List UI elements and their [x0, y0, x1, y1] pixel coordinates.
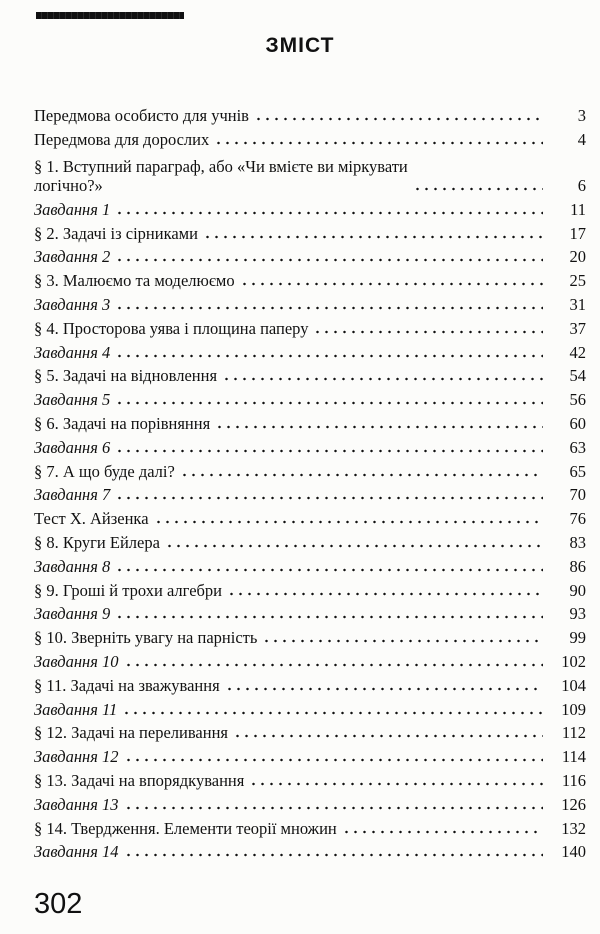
- dot-leader: [122, 705, 543, 715]
- toc-entry-title: Завдання 5: [34, 390, 111, 410]
- toc-entry-title: § 8. Круги Ейлера: [34, 533, 160, 553]
- toc-entry-page: 37: [569, 318, 586, 338]
- dot-leader: [115, 300, 543, 310]
- dot-leader: [124, 657, 543, 667]
- toc-entry: [34, 362, 586, 386]
- toc-entry: [34, 385, 586, 409]
- toc-entry-title: § 11. Задачі на зважування: [34, 675, 220, 695]
- toc-entry-title: Передмова особисто для учнів: [34, 105, 249, 125]
- dot-leader: [254, 111, 543, 121]
- toc-entry-page: 31: [569, 295, 586, 315]
- toc-entry: [34, 219, 586, 243]
- toc-entry-title: Завдання 12: [34, 747, 119, 767]
- toc-entry: [34, 528, 586, 552]
- dot-leader: [165, 538, 543, 548]
- toc-entry-page: 56: [569, 390, 586, 410]
- toc-entry: [34, 101, 586, 125]
- toc-entry-title: § 2. Задачі із сірниками: [34, 223, 198, 243]
- toc-entry: [34, 314, 586, 338]
- toc-entry-page: 60: [569, 414, 586, 434]
- toc-entry-page: 102: [561, 652, 586, 672]
- dot-leader: [227, 586, 543, 596]
- toc-entry-page: 99: [569, 628, 586, 648]
- dot-leader: [342, 824, 543, 834]
- toc-entry-title: § 5. Задачі на відновлення: [34, 366, 218, 386]
- toc-entry-title: § 13. Задачі на впорядкування: [34, 771, 245, 791]
- toc-entry-page: 104: [561, 675, 586, 695]
- toc-entry: [34, 790, 586, 814]
- toc-entry-page: 17: [569, 223, 586, 243]
- dot-leader: [203, 229, 543, 239]
- toc-entry-title: Завдання 8: [34, 556, 111, 576]
- toc-entry-title: § 14. Твердження. Елементи теорії множин: [34, 818, 337, 838]
- toc-entry-page: 70: [569, 485, 586, 505]
- toc-entry-title: [34, 157, 413, 195]
- toc-entry-title: Завдання 14: [34, 842, 119, 862]
- toc-entry: [34, 481, 586, 505]
- toc-entry-page: 65: [569, 461, 586, 481]
- toc-entry: [34, 600, 586, 624]
- header-rule: [36, 12, 184, 19]
- toc-entry-page: 112: [561, 723, 586, 743]
- toc-entry-title: § 12. Задачі на переливання: [34, 723, 228, 743]
- toc-entry-title-line: логічно?»: [34, 176, 103, 196]
- dot-leader: [233, 728, 543, 738]
- dot-leader: [115, 395, 543, 405]
- toc-entry: [34, 671, 586, 695]
- toc-entry-page: 76: [569, 509, 586, 529]
- dot-leader: [214, 135, 543, 145]
- toc-entry-title: Завдання 4: [34, 342, 111, 362]
- toc-entry-page: 42: [569, 342, 586, 362]
- toc-entry-page: 86: [569, 556, 586, 576]
- toc-entry-page: 114: [561, 747, 586, 767]
- toc-entry-title: Завдання 2: [34, 247, 111, 267]
- toc-entry-title: § 9. Гроші й трохи алгебри: [34, 580, 223, 600]
- dot-leader: [124, 800, 543, 810]
- toc-entry-page: 54: [569, 366, 586, 386]
- toc-entry-page: 140: [561, 842, 586, 862]
- toc-entry-page: 6: [577, 176, 586, 196]
- toc-entry-page: 3: [577, 105, 586, 125]
- toc-entry: [34, 338, 586, 362]
- toc-entry: [34, 125, 586, 149]
- toc-entry-page: 11: [570, 199, 586, 219]
- toc-entry-page: 83: [569, 533, 586, 553]
- dot-leader: [215, 419, 543, 429]
- toc-entry: [34, 719, 586, 743]
- toc-entry-page: 93: [569, 604, 586, 624]
- toc-entry-title: § 6. Задачі на порівняння: [34, 414, 211, 434]
- dot-leader: [115, 490, 543, 500]
- toc-entry-page: 63: [569, 437, 586, 457]
- page-number: 302: [34, 888, 83, 920]
- toc-entry: [34, 433, 586, 457]
- dot-leader: [154, 514, 543, 524]
- toc-entry: [34, 266, 586, 290]
- table-of-contents: [34, 101, 586, 861]
- toc-entry: [34, 243, 586, 267]
- toc-entry-title: § 4. Просторова уява і площина паперу: [34, 318, 309, 338]
- toc-entry: [34, 576, 586, 600]
- toc-entry-page: 132: [561, 818, 586, 838]
- dot-leader: [115, 348, 543, 358]
- toc-entry: [34, 195, 586, 219]
- toc-entry-title: § 10. Зверніть увагу на парність: [34, 628, 258, 648]
- toc-entry: [34, 149, 586, 196]
- toc-entry: [34, 409, 586, 433]
- toc-entry-page: 4: [577, 129, 586, 149]
- toc-entry-page: 109: [561, 699, 586, 719]
- toc-entry-title: Завдання 3: [34, 295, 111, 315]
- dot-leader: [180, 467, 543, 477]
- toc-entry-title: Тест Х. Айзенка: [34, 509, 149, 529]
- dot-leader: [115, 562, 543, 572]
- toc-entry-page: 126: [561, 794, 586, 814]
- page-title: ЗМІСТ: [265, 34, 335, 57]
- toc-entry: [34, 457, 586, 481]
- dot-leader: [225, 681, 543, 691]
- toc-entry: [34, 742, 586, 766]
- toc-entry-page: 25: [569, 271, 586, 291]
- toc-entry: [34, 766, 586, 790]
- toc-entry: [34, 814, 586, 838]
- dot-leader: [115, 252, 543, 262]
- toc-entry: [34, 647, 586, 671]
- toc-entry-title: Завдання 7: [34, 485, 111, 505]
- toc-entry-title: Завдання 6: [34, 437, 111, 457]
- dot-leader: [124, 847, 543, 857]
- toc-entry: [34, 290, 586, 314]
- dot-leader: [413, 181, 543, 191]
- toc-entry-page: 20: [569, 247, 586, 267]
- dot-leader: [240, 276, 543, 286]
- dot-leader: [222, 371, 543, 381]
- toc-entry: [34, 838, 586, 862]
- toc-entry-title: Передмова для дорослих: [34, 129, 210, 149]
- toc-entry-title: Завдання 9: [34, 604, 111, 624]
- dot-leader: [313, 324, 543, 334]
- toc-entry-title: Завдання 13: [34, 794, 119, 814]
- toc-entry-title: Завдання 1: [34, 199, 111, 219]
- dot-leader: [115, 205, 543, 215]
- dot-leader: [249, 776, 543, 786]
- dot-leader: [262, 633, 543, 643]
- toc-entry: [34, 504, 586, 528]
- toc-entry-page: 116: [561, 771, 586, 791]
- dot-leader: [115, 609, 543, 619]
- toc-entry-title-line: § 1. Вступний параграф, або «Чи вмієте ви міркувати: [34, 157, 408, 177]
- toc-entry-title: § 7. А що буде далі?: [34, 461, 175, 481]
- toc-entry: [34, 552, 586, 576]
- toc-entry: [34, 623, 586, 647]
- toc-entry-title: Завдання 10: [34, 652, 119, 672]
- toc-entry-title: § 3. Малюємо та моделюємо: [34, 271, 235, 291]
- dot-leader: [115, 443, 543, 453]
- toc-entry-title: Завдання 11: [34, 699, 118, 719]
- toc-entry-page: 90: [569, 580, 586, 600]
- dot-leader: [124, 752, 543, 762]
- toc-entry: [34, 695, 586, 719]
